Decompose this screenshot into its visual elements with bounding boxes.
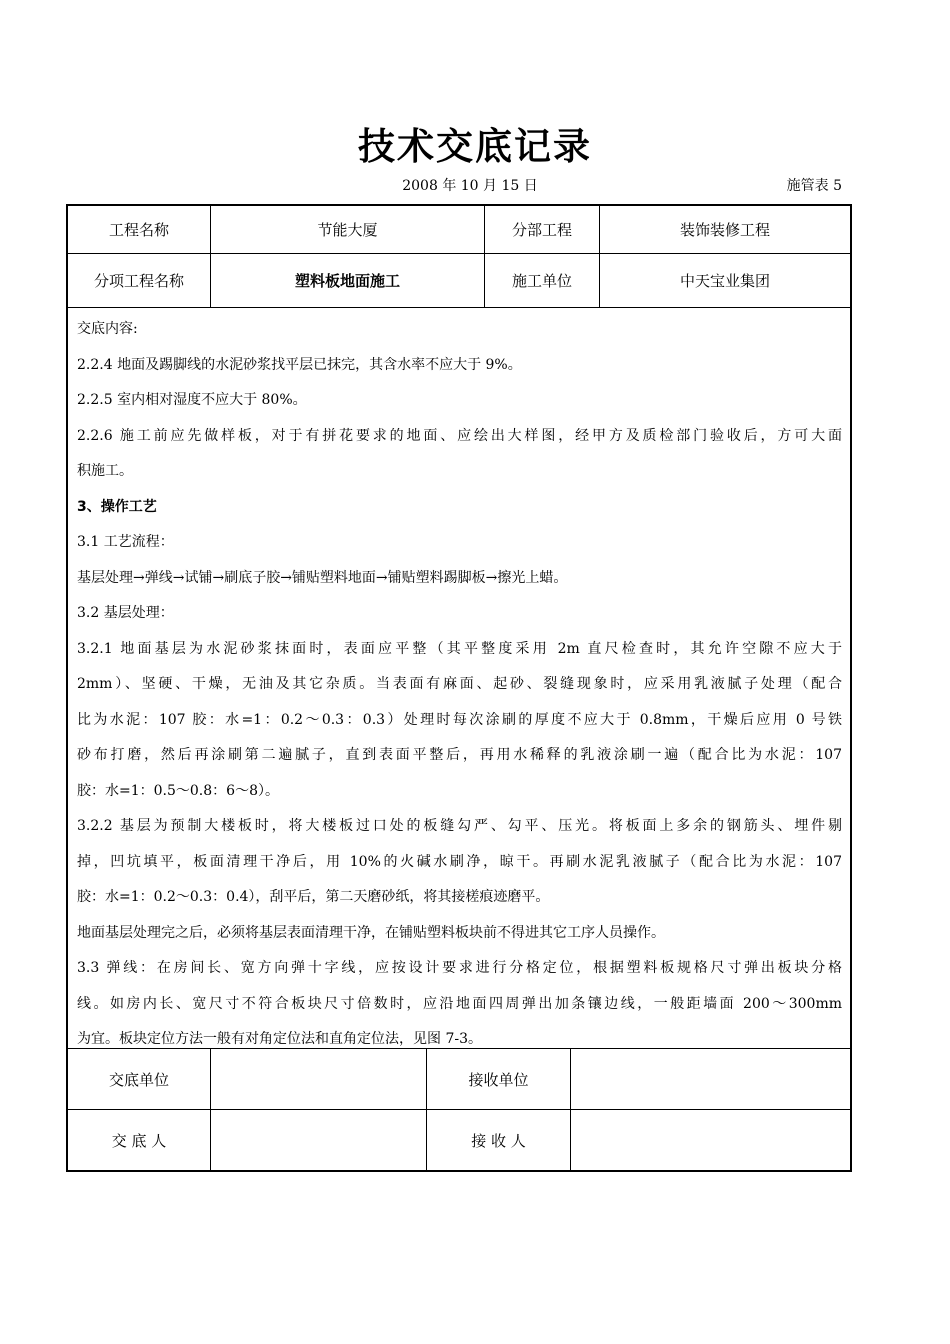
content-line: 3.2 基层处理： bbox=[77, 605, 174, 621]
content-line: 掉，凹坑填平，板面清理干净后，用 10%的火碱水刷净，晾干。再刷水泥乳液腻子（配合比为水泥：107 bbox=[77, 853, 842, 870]
project-name-value: 节能大厦 bbox=[317, 221, 378, 239]
handover-content bbox=[77, 312, 842, 1058]
subitem-value: 塑料板地面施工 bbox=[294, 272, 400, 290]
handover-person-label: 交 底 人 bbox=[111, 1131, 167, 1150]
document-date: 2008 年 10 月 15 日 bbox=[402, 178, 538, 194]
content-line: 2.2.6 施工前应先做样板，对于有拼花要求的地面、应绘出大样图，经甲方及质检部门验收后，方可大面 bbox=[77, 427, 842, 444]
content-line: 地面基层处理完之后，必须将基层表面清理干净，在铺贴塑料板块前不得进其它工序人员操作。 bbox=[77, 924, 665, 941]
content-line: 砂布打磨，然后再涂刷第二遍腻子，直到表面平整后，再用水稀释的乳液涂刷一遍（配合比为水泥：107 bbox=[77, 747, 842, 763]
content-line: 比为水泥：107 胶：水=1：0.2～0.3：0.3）处理时每次涂刷的厚度不应大于 0.8mm，干燥后应用 0 号铁 bbox=[77, 711, 842, 728]
handover-unit-label: 交底单位 bbox=[108, 1070, 169, 1089]
division-label: 分部工程 bbox=[511, 221, 572, 239]
content-line: 基层处理→弹线→试铺→刷底子胶→铺贴塑料地面→铺贴塑料踢脚板→擦光上蜡。 bbox=[77, 569, 568, 586]
subitem-label: 分项工程名称 bbox=[93, 272, 184, 290]
row-divider bbox=[68, 307, 850, 308]
receiving-unit-label: 接收单位 bbox=[468, 1070, 529, 1089]
content-line: 3.2.1 地面基层为水泥砂浆抹面时，表面应平整（其平整度采用 2m 直尺检查时，其允许空隙不应大于 bbox=[77, 640, 842, 657]
form-number: 施管表 5 bbox=[786, 178, 842, 194]
section-heading: 3、操作工艺 bbox=[77, 498, 157, 515]
content-line: 3.2.2 基层为预制大楼板时，将大楼板过口处的板缝勾严、勾平、压光。将板面上多余的钢筋头、埋件剔 bbox=[77, 818, 842, 834]
receiver-label: 接 收 人 bbox=[471, 1131, 526, 1150]
handover-person-field[interactable] bbox=[211, 1110, 426, 1170]
content-line: 2mm）、坚硬、干燥，无油及其它杂质。当表面有麻面、起砂、裂缝现象时，应采用乳液腻子处理（配合 bbox=[77, 676, 842, 692]
contractor-value: 中天宝业集团 bbox=[679, 272, 770, 290]
division-value: 装饰装修工程 bbox=[679, 221, 770, 239]
receiving-unit-field[interactable] bbox=[571, 1049, 850, 1109]
content-line: 为宜。板块定位方法一般有对角定位法和直角定位法，见图 7-3。 bbox=[77, 1031, 482, 1047]
content-line: 3.1 工艺流程： bbox=[77, 534, 174, 550]
content-line: 3.3 弹线：在房间长、宽方向弹十字线，应按设计要求进行分格定位，根据塑料板规格尺寸弹出板块分格 bbox=[77, 960, 842, 976]
content-line: 积施工。 bbox=[77, 463, 133, 479]
contractor-label: 施工单位 bbox=[511, 272, 572, 290]
handover-unit-field[interactable] bbox=[211, 1049, 426, 1109]
content-line: 线。如房内长、宽尺寸不符合板块尺寸倍数时，应沿地面四周弹出加条镶边线，一般距墙面 200～300mm bbox=[77, 995, 842, 1012]
content-line: 胶：水=1：0.5～0.8：6～8）。 bbox=[77, 782, 279, 799]
content-line: 胶：水=1：0.2～0.3：0.4），刮平后，第二天磨砂纸，将其接槎痕迹磨平。 bbox=[77, 889, 550, 905]
content-line: 2.2.4 地面及踢脚线的水泥砂浆找平层已抹完，其含水率不应大于 9%。 bbox=[77, 356, 522, 373]
project-name-label: 工程名称 bbox=[108, 221, 169, 239]
content-heading: 交底内容: bbox=[77, 321, 138, 337]
receiver-field[interactable] bbox=[571, 1110, 850, 1170]
content-line: 2.2.5 室内相对湿度不应大于 80%。 bbox=[77, 392, 307, 408]
document-title: 技术交底记录 bbox=[358, 125, 592, 168]
record-table bbox=[66, 204, 852, 1172]
